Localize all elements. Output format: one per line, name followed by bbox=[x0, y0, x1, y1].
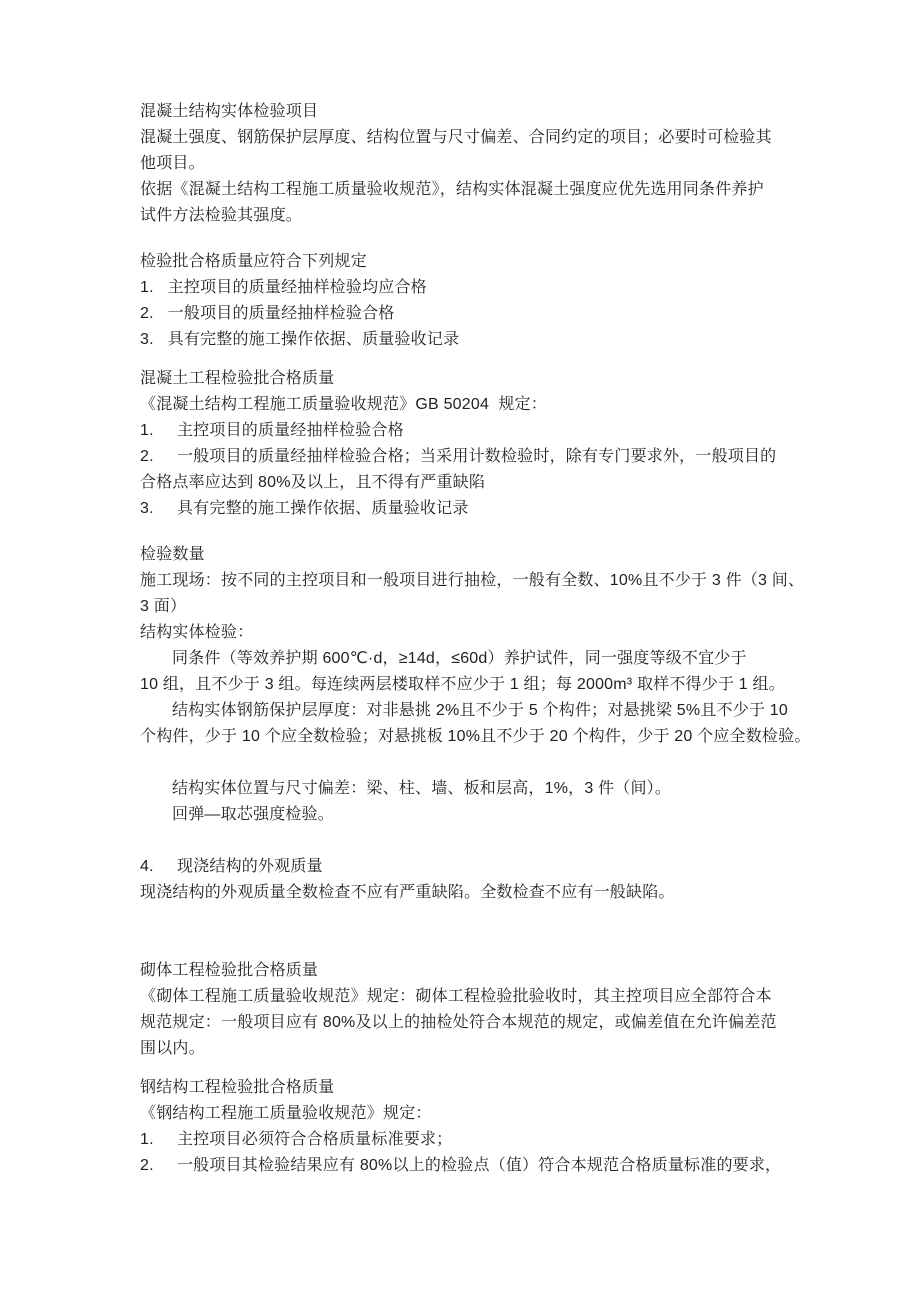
text-line: 规范规定：一般项目应有 80%及以上的抽检处符合本规范的规定，或偏差值在允许偏差范 bbox=[140, 1014, 777, 1031]
text-line: 施工现场：按不同的主控项目和一般项目进行抽检，一般有全数、10%且不少于 3 件（3 间、 bbox=[140, 572, 805, 589]
text-line: 结构实体位置与尺寸偏差：梁、柱、墙、板和层高，1%，3 件（间）。 bbox=[172, 780, 672, 797]
text-line: 4. 现浇结构的外观质量 bbox=[140, 858, 323, 875]
paragraph-spacer bbox=[140, 229, 830, 249]
text-line: 混凝土结构实体检验项目 bbox=[140, 103, 319, 120]
text-line: 《砌体工程施工质量验收规范》规定：砌体工程检验批验收时，其主控项目应全部符合本 bbox=[140, 988, 772, 1005]
text-line: 《钢结构工程施工质量验收规范》规定： bbox=[140, 1105, 432, 1122]
text-line: 个构件，少于 10 个应全数检验；对悬挑板 10%且不少于 20 个构件，少于 20 个应全数检验。 bbox=[140, 728, 811, 745]
text-line: 结构实体钢筋保护层厚度：对非悬挑 2%且不少于 5 个构件；对悬挑梁 5%且不少于 10 bbox=[172, 702, 788, 719]
text-line: 2. 一般项目其检验结果应有 80%以上的检验点（值）符合本规范合格质量标准的要求， bbox=[140, 1157, 782, 1174]
text-line: 回弹—取芯强度检验。 bbox=[172, 806, 335, 823]
text-line: 1. 主控项目的质量经抽样检验均应合格 bbox=[140, 279, 427, 296]
text-line: 2. 一般项目的质量经抽样检验合格；当采用计数检验时，除有专门要求外，一般项目的 bbox=[140, 448, 777, 465]
paragraph-spacer bbox=[140, 1062, 830, 1075]
text-line: 1. 主控项目必须符合合格质量标准要求； bbox=[140, 1131, 453, 1148]
paragraph-spacer bbox=[140, 522, 830, 542]
text-line: 依据《混凝土结构工程施工质量验收规范》，结构实体混凝土强度应优先选用同条件养护 bbox=[140, 181, 764, 198]
text-line: 混凝土工程检验批合格质量 bbox=[140, 370, 335, 387]
text-line: 3 面） bbox=[140, 598, 187, 615]
text-line: 围以内。 bbox=[140, 1040, 205, 1057]
text-line: 检验批合格质量应符合下列规定 bbox=[140, 253, 367, 270]
text-line: 1. 主控项目的质量经抽样检验合格 bbox=[140, 422, 404, 439]
text-line: 合格点率应达到 80%及以上，且不得有严重缺陷 bbox=[140, 474, 486, 491]
paragraph-spacer bbox=[140, 353, 830, 366]
text-line: 钢结构工程检验批合格质量 bbox=[140, 1079, 335, 1096]
text-line: 3. 具有完整的施工操作依据、质量验收记录 bbox=[140, 500, 469, 517]
text-line: 同条件（等效养护期 600℃·d，≥14d，≤60d）养护试件，同一强度等级不宜少于 bbox=[172, 650, 747, 667]
text-line: 《混凝土结构工程施工质量验收规范》GB 50204 规定： bbox=[140, 396, 547, 413]
paragraph-spacer bbox=[140, 828, 830, 854]
text-line: 混凝土强度、钢筋保护层厚度、结构位置与尺寸偏差、合同约定的项目；必要时可检验其 bbox=[140, 129, 772, 146]
paragraph-spacer bbox=[140, 750, 830, 776]
text-line: 试件方法检验其强度。 bbox=[140, 207, 303, 224]
text-line: 他项目。 bbox=[140, 155, 205, 172]
text-line: 现浇结构的外观质量全数检查不应有严重缺陷。全数检查不应有一般缺陷。 bbox=[140, 884, 675, 901]
text-line: 检验数量 bbox=[140, 546, 205, 563]
text-line: 2. 一般项目的质量经抽样检验合格 bbox=[140, 305, 395, 322]
paragraph-spacer bbox=[140, 906, 830, 958]
text-line: 3. 具有完整的施工操作依据、质量验收记录 bbox=[140, 331, 460, 348]
text-line: 砌体工程检验批合格质量 bbox=[140, 962, 319, 979]
document-content bbox=[140, 99, 830, 1179]
text-line: 10 组，且不少于 3 组。每连续两层楼取样不应少于 1 组；每 2000m³ 取样不得少于 1 组。 bbox=[140, 676, 785, 693]
text-line: 结构实体检验： bbox=[140, 624, 254, 641]
